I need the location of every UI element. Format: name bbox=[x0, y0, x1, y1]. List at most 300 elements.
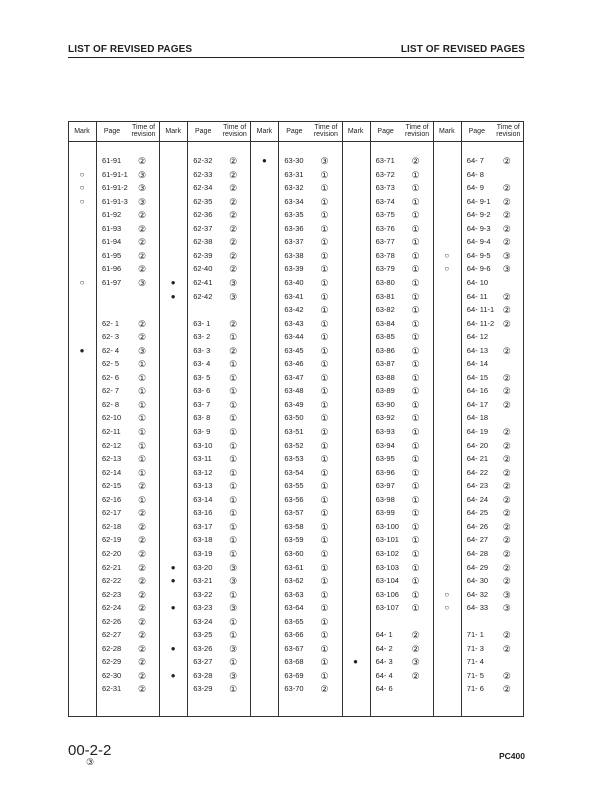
row-page: 63-73 bbox=[375, 183, 395, 193]
row-page: 63-87 bbox=[375, 359, 395, 369]
row-page: 62-28 bbox=[102, 643, 122, 653]
column-header-mark: Mark bbox=[256, 127, 273, 135]
column-header-page: Page bbox=[377, 127, 394, 135]
row-time-of-revision: ① bbox=[320, 467, 329, 478]
row-time-of-revision: ② bbox=[137, 264, 147, 275]
row-time-of-revision: ③ bbox=[502, 589, 511, 600]
row-page: 71- 3 bbox=[466, 643, 484, 653]
row-mark bbox=[257, 535, 271, 545]
row-mark bbox=[440, 386, 454, 396]
row-page: 71- 4 bbox=[466, 657, 484, 667]
row-mark bbox=[440, 495, 454, 505]
row-mark bbox=[349, 224, 363, 234]
row-time-of-revision: ② bbox=[137, 643, 147, 654]
row-page: 63-67 bbox=[284, 643, 304, 653]
row-mark bbox=[257, 278, 271, 288]
row-mark bbox=[257, 346, 271, 356]
row-page: 64- 9-5 bbox=[466, 250, 491, 260]
column-header-time: Time of revision bbox=[222, 124, 247, 138]
row-time-of-revision: ② bbox=[229, 264, 238, 275]
row-mark bbox=[349, 156, 363, 166]
row-mark bbox=[440, 684, 454, 694]
row-time-of-revision: ① bbox=[320, 332, 329, 343]
row-mark bbox=[440, 373, 454, 383]
row-time-of-revision: ① bbox=[320, 548, 329, 559]
row-page: 64- 2 bbox=[375, 643, 393, 653]
row-mark bbox=[349, 183, 363, 193]
row-page: 63-101 bbox=[375, 535, 399, 545]
row-page: 63-68 bbox=[284, 657, 304, 667]
row-time-of-revision: ① bbox=[411, 386, 420, 397]
row-time-of-revision: ① bbox=[320, 345, 329, 356]
row-time-of-revision: ① bbox=[411, 332, 420, 343]
row-page: 61-91-3 bbox=[102, 196, 128, 206]
row-time-of-revision: ③ bbox=[320, 156, 329, 166]
row-time-of-revision: ① bbox=[411, 481, 420, 492]
row-mark bbox=[257, 468, 271, 478]
row-page: 63-62 bbox=[284, 576, 304, 586]
row-mark bbox=[257, 549, 271, 559]
row-page: 63-102 bbox=[375, 548, 399, 558]
row-mark bbox=[257, 644, 271, 654]
row-page: 64- 9 bbox=[466, 183, 484, 193]
row-time-of-revision: ① bbox=[411, 548, 420, 559]
row-mark bbox=[349, 495, 363, 505]
row-page: 63-103 bbox=[375, 562, 399, 572]
row-time-of-revision: ① bbox=[229, 481, 238, 492]
row-page: 63- 8 bbox=[193, 413, 211, 423]
row-page: 62-34 bbox=[193, 183, 213, 193]
row-mark bbox=[166, 346, 180, 356]
row-page: 62-17 bbox=[102, 508, 122, 518]
row-mark bbox=[257, 441, 271, 451]
row-mark bbox=[440, 332, 454, 342]
row-mark bbox=[166, 197, 180, 207]
row-page: 63-55 bbox=[284, 481, 304, 491]
row-time-of-revision: ② bbox=[502, 291, 511, 302]
row-time-of-revision: ② bbox=[502, 467, 511, 478]
row-mark bbox=[349, 535, 363, 545]
row-time-of-revision: ② bbox=[411, 643, 420, 654]
column-divider bbox=[342, 121, 343, 717]
row-mark bbox=[440, 319, 454, 329]
row-mark bbox=[440, 644, 454, 654]
row-mark bbox=[349, 386, 363, 396]
row-mark: ● bbox=[261, 156, 267, 165]
row-page: 62-30 bbox=[102, 670, 122, 680]
row-page: 63-70 bbox=[284, 684, 304, 694]
row-page: 62-36 bbox=[193, 210, 213, 220]
row-mark bbox=[440, 427, 454, 437]
row-mark bbox=[257, 292, 271, 302]
row-page: 64- 12 bbox=[466, 332, 489, 342]
row-time-of-revision: ② bbox=[502, 548, 511, 559]
row-mark bbox=[257, 413, 271, 423]
row-page: 62- 4 bbox=[102, 345, 120, 355]
row-mark bbox=[75, 603, 89, 613]
row-page: 63-58 bbox=[284, 521, 304, 531]
row-mark bbox=[166, 237, 180, 247]
row-mark bbox=[257, 657, 271, 667]
row-page: 63-21 bbox=[193, 576, 213, 586]
row-page: 63-89 bbox=[375, 386, 395, 396]
row-mark bbox=[440, 170, 454, 180]
row-page: 63-92 bbox=[375, 413, 395, 423]
row-time-of-revision: ② bbox=[502, 535, 511, 546]
row-mark bbox=[75, 468, 89, 478]
row-mark bbox=[166, 535, 180, 545]
row-time-of-revision: ② bbox=[137, 318, 147, 329]
row-mark bbox=[75, 576, 89, 586]
row-time-of-revision: ① bbox=[320, 481, 329, 492]
row-time-of-revision: ① bbox=[320, 196, 329, 207]
row-time-of-revision: ② bbox=[137, 521, 147, 532]
row-mark bbox=[257, 522, 271, 532]
row-page: 63-26 bbox=[193, 643, 213, 653]
row-mark bbox=[349, 563, 363, 573]
row-page: 63-40 bbox=[284, 277, 304, 287]
row-time-of-revision: ① bbox=[320, 318, 329, 329]
row-mark: ● bbox=[170, 603, 176, 613]
row-mark bbox=[349, 210, 363, 220]
row-time-of-revision: ② bbox=[502, 427, 511, 437]
row-mark bbox=[257, 210, 271, 220]
row-mark bbox=[349, 617, 363, 627]
row-time-of-revision: ① bbox=[411, 250, 420, 261]
row-mark bbox=[440, 468, 454, 478]
row-page: 63-27 bbox=[193, 657, 213, 667]
row-time-of-revision: ① bbox=[320, 277, 329, 288]
column-header-time: Time of revision bbox=[405, 124, 430, 138]
row-time-of-revision: ② bbox=[502, 237, 511, 248]
row-mark bbox=[349, 644, 363, 654]
row-page: 63-18 bbox=[193, 535, 213, 545]
row-time-of-revision: ② bbox=[137, 223, 147, 234]
row-page: 63-47 bbox=[284, 372, 304, 382]
row-page: 63-90 bbox=[375, 399, 395, 409]
column-header-page: Page bbox=[468, 127, 485, 135]
row-time-of-revision: ② bbox=[502, 210, 511, 221]
row-mark bbox=[440, 441, 454, 451]
row-mark bbox=[166, 590, 180, 600]
row-page: 63-20 bbox=[193, 562, 213, 572]
row-mark bbox=[166, 630, 180, 640]
row-time-of-revision: ① bbox=[411, 494, 420, 505]
row-mark bbox=[257, 671, 271, 681]
row-time-of-revision: ① bbox=[229, 440, 238, 451]
row-page: 61-92 bbox=[102, 210, 122, 220]
row-mark bbox=[257, 251, 271, 261]
row-mark bbox=[257, 359, 271, 369]
row-time-of-revision: ③ bbox=[229, 291, 238, 302]
row-page: 63-104 bbox=[375, 576, 399, 586]
row-time-of-revision: ① bbox=[229, 372, 238, 383]
row-page: 63-41 bbox=[284, 291, 304, 301]
row-page: 63-65 bbox=[284, 616, 304, 626]
row-mark bbox=[257, 237, 271, 247]
row-mark bbox=[75, 156, 89, 166]
row-time-of-revision: ① bbox=[411, 399, 420, 410]
row-time-of-revision: ③ bbox=[137, 345, 147, 356]
row-time-of-revision bbox=[408, 684, 424, 694]
row-mark: ○ bbox=[444, 264, 450, 274]
row-mark: ● bbox=[170, 277, 176, 287]
row-time-of-revision: ① bbox=[229, 427, 238, 437]
row-time-of-revision: ② bbox=[137, 630, 147, 641]
row-mark bbox=[166, 156, 180, 166]
row-page: 62- 8 bbox=[102, 399, 120, 409]
row-time-of-revision: ③ bbox=[229, 670, 238, 681]
row-mark bbox=[349, 319, 363, 329]
row-page: 62-24 bbox=[102, 603, 122, 613]
column-header-mark: Mark bbox=[74, 127, 90, 135]
row-mark bbox=[349, 522, 363, 532]
row-page: 62-33 bbox=[193, 169, 213, 179]
row-page: 62-29 bbox=[102, 657, 122, 667]
row-mark bbox=[349, 441, 363, 451]
row-time-of-revision: ② bbox=[502, 494, 511, 505]
row-mark bbox=[349, 305, 363, 315]
row-time-of-revision: ① bbox=[320, 535, 329, 546]
row-page: 63- 9 bbox=[193, 427, 211, 436]
row-time-of-revision: ② bbox=[502, 508, 511, 519]
row-time-of-revision bbox=[499, 359, 515, 369]
row-time-of-revision: ② bbox=[229, 196, 238, 207]
row-mark bbox=[166, 522, 180, 532]
row-page: 64- 28 bbox=[466, 548, 489, 558]
row-mark bbox=[166, 210, 180, 220]
row-page: 63-76 bbox=[375, 223, 395, 233]
row-mark: ○ bbox=[444, 250, 450, 260]
row-mark: ● bbox=[170, 670, 176, 680]
row-time-of-revision: ① bbox=[229, 521, 238, 532]
row-page: 63-48 bbox=[284, 386, 304, 396]
row-time-of-revision: ② bbox=[502, 156, 511, 166]
row-mark bbox=[349, 630, 363, 640]
row-mark bbox=[166, 400, 180, 410]
row-mark bbox=[75, 481, 89, 491]
row-mark bbox=[166, 183, 180, 193]
row-time-of-revision: ② bbox=[502, 372, 511, 383]
row-mark bbox=[257, 603, 271, 613]
row-page: 63-46 bbox=[284, 359, 304, 369]
row-mark bbox=[349, 684, 363, 694]
row-time-of-revision: ① bbox=[320, 562, 329, 573]
row-mark bbox=[349, 603, 363, 613]
column-divider bbox=[159, 121, 160, 717]
row-time-of-revision: ① bbox=[320, 169, 329, 180]
row-mark bbox=[440, 481, 454, 491]
row-time-of-revision: ① bbox=[229, 467, 238, 478]
row-mark bbox=[166, 468, 180, 478]
row-page: 63- 1 bbox=[193, 318, 211, 328]
row-page: 61-96 bbox=[102, 264, 122, 274]
row-page: 64- 13 bbox=[466, 345, 489, 355]
row-time-of-revision: ① bbox=[320, 210, 329, 221]
header-divider bbox=[68, 141, 524, 142]
row-page: 63-97 bbox=[375, 481, 395, 491]
row-mark bbox=[440, 617, 454, 627]
row-time-of-revision: ② bbox=[137, 616, 147, 627]
row-page: 64- 22 bbox=[466, 467, 489, 477]
row-time-of-revision: ① bbox=[320, 643, 329, 654]
row-page: 63- 7 bbox=[193, 399, 211, 409]
row-mark bbox=[440, 522, 454, 532]
row-page: 63-99 bbox=[375, 508, 395, 518]
row-time-of-revision: ② bbox=[411, 630, 420, 641]
row-page: 64- 4 bbox=[375, 670, 393, 680]
row-time-of-revision: ① bbox=[229, 494, 238, 505]
row-time-of-revision: ① bbox=[411, 454, 420, 465]
row-page: 63-32 bbox=[284, 183, 304, 193]
row-time-of-revision: ① bbox=[320, 521, 329, 532]
row-mark bbox=[440, 576, 454, 586]
row-time-of-revision: ① bbox=[411, 413, 420, 424]
row-mark bbox=[349, 413, 363, 423]
row-mark bbox=[166, 454, 180, 464]
row-time-of-revision: ② bbox=[502, 630, 511, 641]
row-mark bbox=[440, 197, 454, 207]
row-time-of-revision: ① bbox=[137, 359, 147, 370]
row-page: 63-14 bbox=[193, 494, 213, 504]
row-time-of-revision: ② bbox=[502, 223, 511, 234]
row-page: 64- 8 bbox=[466, 169, 484, 179]
row-time-of-revision: ② bbox=[502, 318, 511, 329]
row-mark bbox=[257, 508, 271, 518]
row-mark bbox=[166, 481, 180, 491]
row-page: 64- 9-4 bbox=[466, 237, 491, 247]
row-mark bbox=[257, 590, 271, 600]
mark-divider bbox=[461, 121, 462, 717]
row-page: 63-80 bbox=[375, 277, 395, 287]
row-page: 63-66 bbox=[284, 630, 304, 640]
row-page: 61-91-1 bbox=[102, 169, 128, 179]
row-mark bbox=[440, 400, 454, 410]
row-page: 62-13 bbox=[102, 454, 122, 464]
row-mark bbox=[349, 454, 363, 464]
row-time-of-revision: ② bbox=[502, 643, 511, 654]
row-mark bbox=[440, 508, 454, 518]
row-page: 62-42 bbox=[193, 291, 213, 301]
row-mark bbox=[440, 657, 454, 667]
row-page: 63-39 bbox=[284, 264, 304, 274]
row-time-of-revision: ② bbox=[411, 670, 420, 681]
row-page: 63-88 bbox=[375, 372, 395, 382]
row-mark bbox=[440, 156, 454, 166]
row-time-of-revision: ② bbox=[137, 156, 147, 166]
row-mark bbox=[257, 400, 271, 410]
row-mark bbox=[349, 590, 363, 600]
row-page: 63-107 bbox=[375, 603, 399, 613]
row-page: 63-63 bbox=[284, 589, 304, 599]
row-page: 63-72 bbox=[375, 169, 395, 179]
row-mark bbox=[349, 170, 363, 180]
row-mark bbox=[75, 427, 89, 437]
row-time-of-revision: ① bbox=[229, 589, 238, 600]
row-page: 62-22 bbox=[102, 576, 122, 586]
row-page: 63-78 bbox=[375, 250, 395, 260]
row-time-of-revision: ② bbox=[502, 399, 511, 410]
row-mark bbox=[257, 305, 271, 315]
row-mark bbox=[166, 251, 180, 261]
row-page: 64- 11 bbox=[466, 291, 488, 301]
row-time-of-revision: ① bbox=[411, 603, 420, 614]
row-time-of-revision: ② bbox=[502, 576, 511, 587]
row-time-of-revision: ① bbox=[411, 576, 420, 587]
row-time-of-revision: ② bbox=[137, 508, 147, 519]
row-time-of-revision: ② bbox=[137, 576, 147, 587]
row-time-of-revision: ② bbox=[502, 305, 511, 316]
row-time-of-revision: ① bbox=[137, 386, 147, 397]
row-time-of-revision: ② bbox=[137, 535, 147, 546]
row-mark bbox=[75, 237, 89, 247]
row-mark bbox=[166, 319, 180, 329]
row-page: 64- 29 bbox=[466, 562, 489, 572]
row-time-of-revision: ① bbox=[320, 427, 329, 437]
row-time-of-revision: ① bbox=[229, 454, 238, 465]
row-page: 63-38 bbox=[284, 250, 304, 260]
mark-divider bbox=[187, 121, 188, 717]
row-time-of-revision: ① bbox=[320, 454, 329, 465]
row-mark bbox=[257, 454, 271, 464]
row-mark bbox=[257, 319, 271, 329]
row-time-of-revision: ① bbox=[320, 399, 329, 410]
row-time-of-revision: ② bbox=[229, 210, 238, 221]
row-time-of-revision: ② bbox=[502, 440, 511, 451]
row-mark: ● bbox=[79, 345, 85, 355]
column-header-mark: Mark bbox=[165, 127, 181, 135]
row-mark bbox=[75, 684, 89, 694]
row-time-of-revision bbox=[499, 657, 515, 667]
row-time-of-revision: ③ bbox=[229, 576, 238, 587]
row-mark bbox=[440, 535, 454, 545]
row-mark bbox=[349, 251, 363, 261]
row-page: 64- 30 bbox=[466, 576, 489, 586]
row-time-of-revision: ① bbox=[229, 548, 238, 559]
row-mark bbox=[257, 183, 271, 193]
row-page: 71- 5 bbox=[466, 670, 484, 680]
row-time-of-revision: ① bbox=[137, 454, 147, 465]
row-page: 64- 9-2 bbox=[466, 210, 491, 220]
row-page: 64- 17 bbox=[466, 399, 489, 409]
row-page: 64- 1 bbox=[375, 630, 393, 640]
row-time-of-revision: ① bbox=[411, 237, 420, 248]
row-page: 63- 4 bbox=[193, 359, 211, 369]
row-time-of-revision: ① bbox=[229, 399, 238, 410]
row-page: 61-95 bbox=[102, 250, 122, 260]
row-time-of-revision: ② bbox=[502, 521, 511, 532]
row-page: 63-64 bbox=[284, 603, 304, 613]
row-mark bbox=[440, 183, 454, 193]
row-mark bbox=[349, 346, 363, 356]
row-page: 62-35 bbox=[193, 196, 213, 206]
row-page: 63-43 bbox=[284, 318, 304, 328]
row-time-of-revision bbox=[499, 332, 515, 342]
row-mark bbox=[440, 549, 454, 559]
row-mark bbox=[75, 332, 89, 342]
row-page: 63-75 bbox=[375, 210, 395, 220]
row-mark bbox=[349, 549, 363, 559]
row-page: 64- 6 bbox=[375, 684, 393, 694]
row-page: 63-86 bbox=[375, 345, 395, 355]
row-time-of-revision: ② bbox=[229, 169, 238, 180]
row-mark bbox=[166, 305, 180, 315]
column-header-page: Page bbox=[195, 127, 212, 135]
row-page: 62- 5 bbox=[102, 359, 120, 369]
row-time-of-revision: ① bbox=[411, 508, 420, 519]
row-mark bbox=[75, 373, 89, 383]
row-page: 62-26 bbox=[102, 616, 122, 626]
